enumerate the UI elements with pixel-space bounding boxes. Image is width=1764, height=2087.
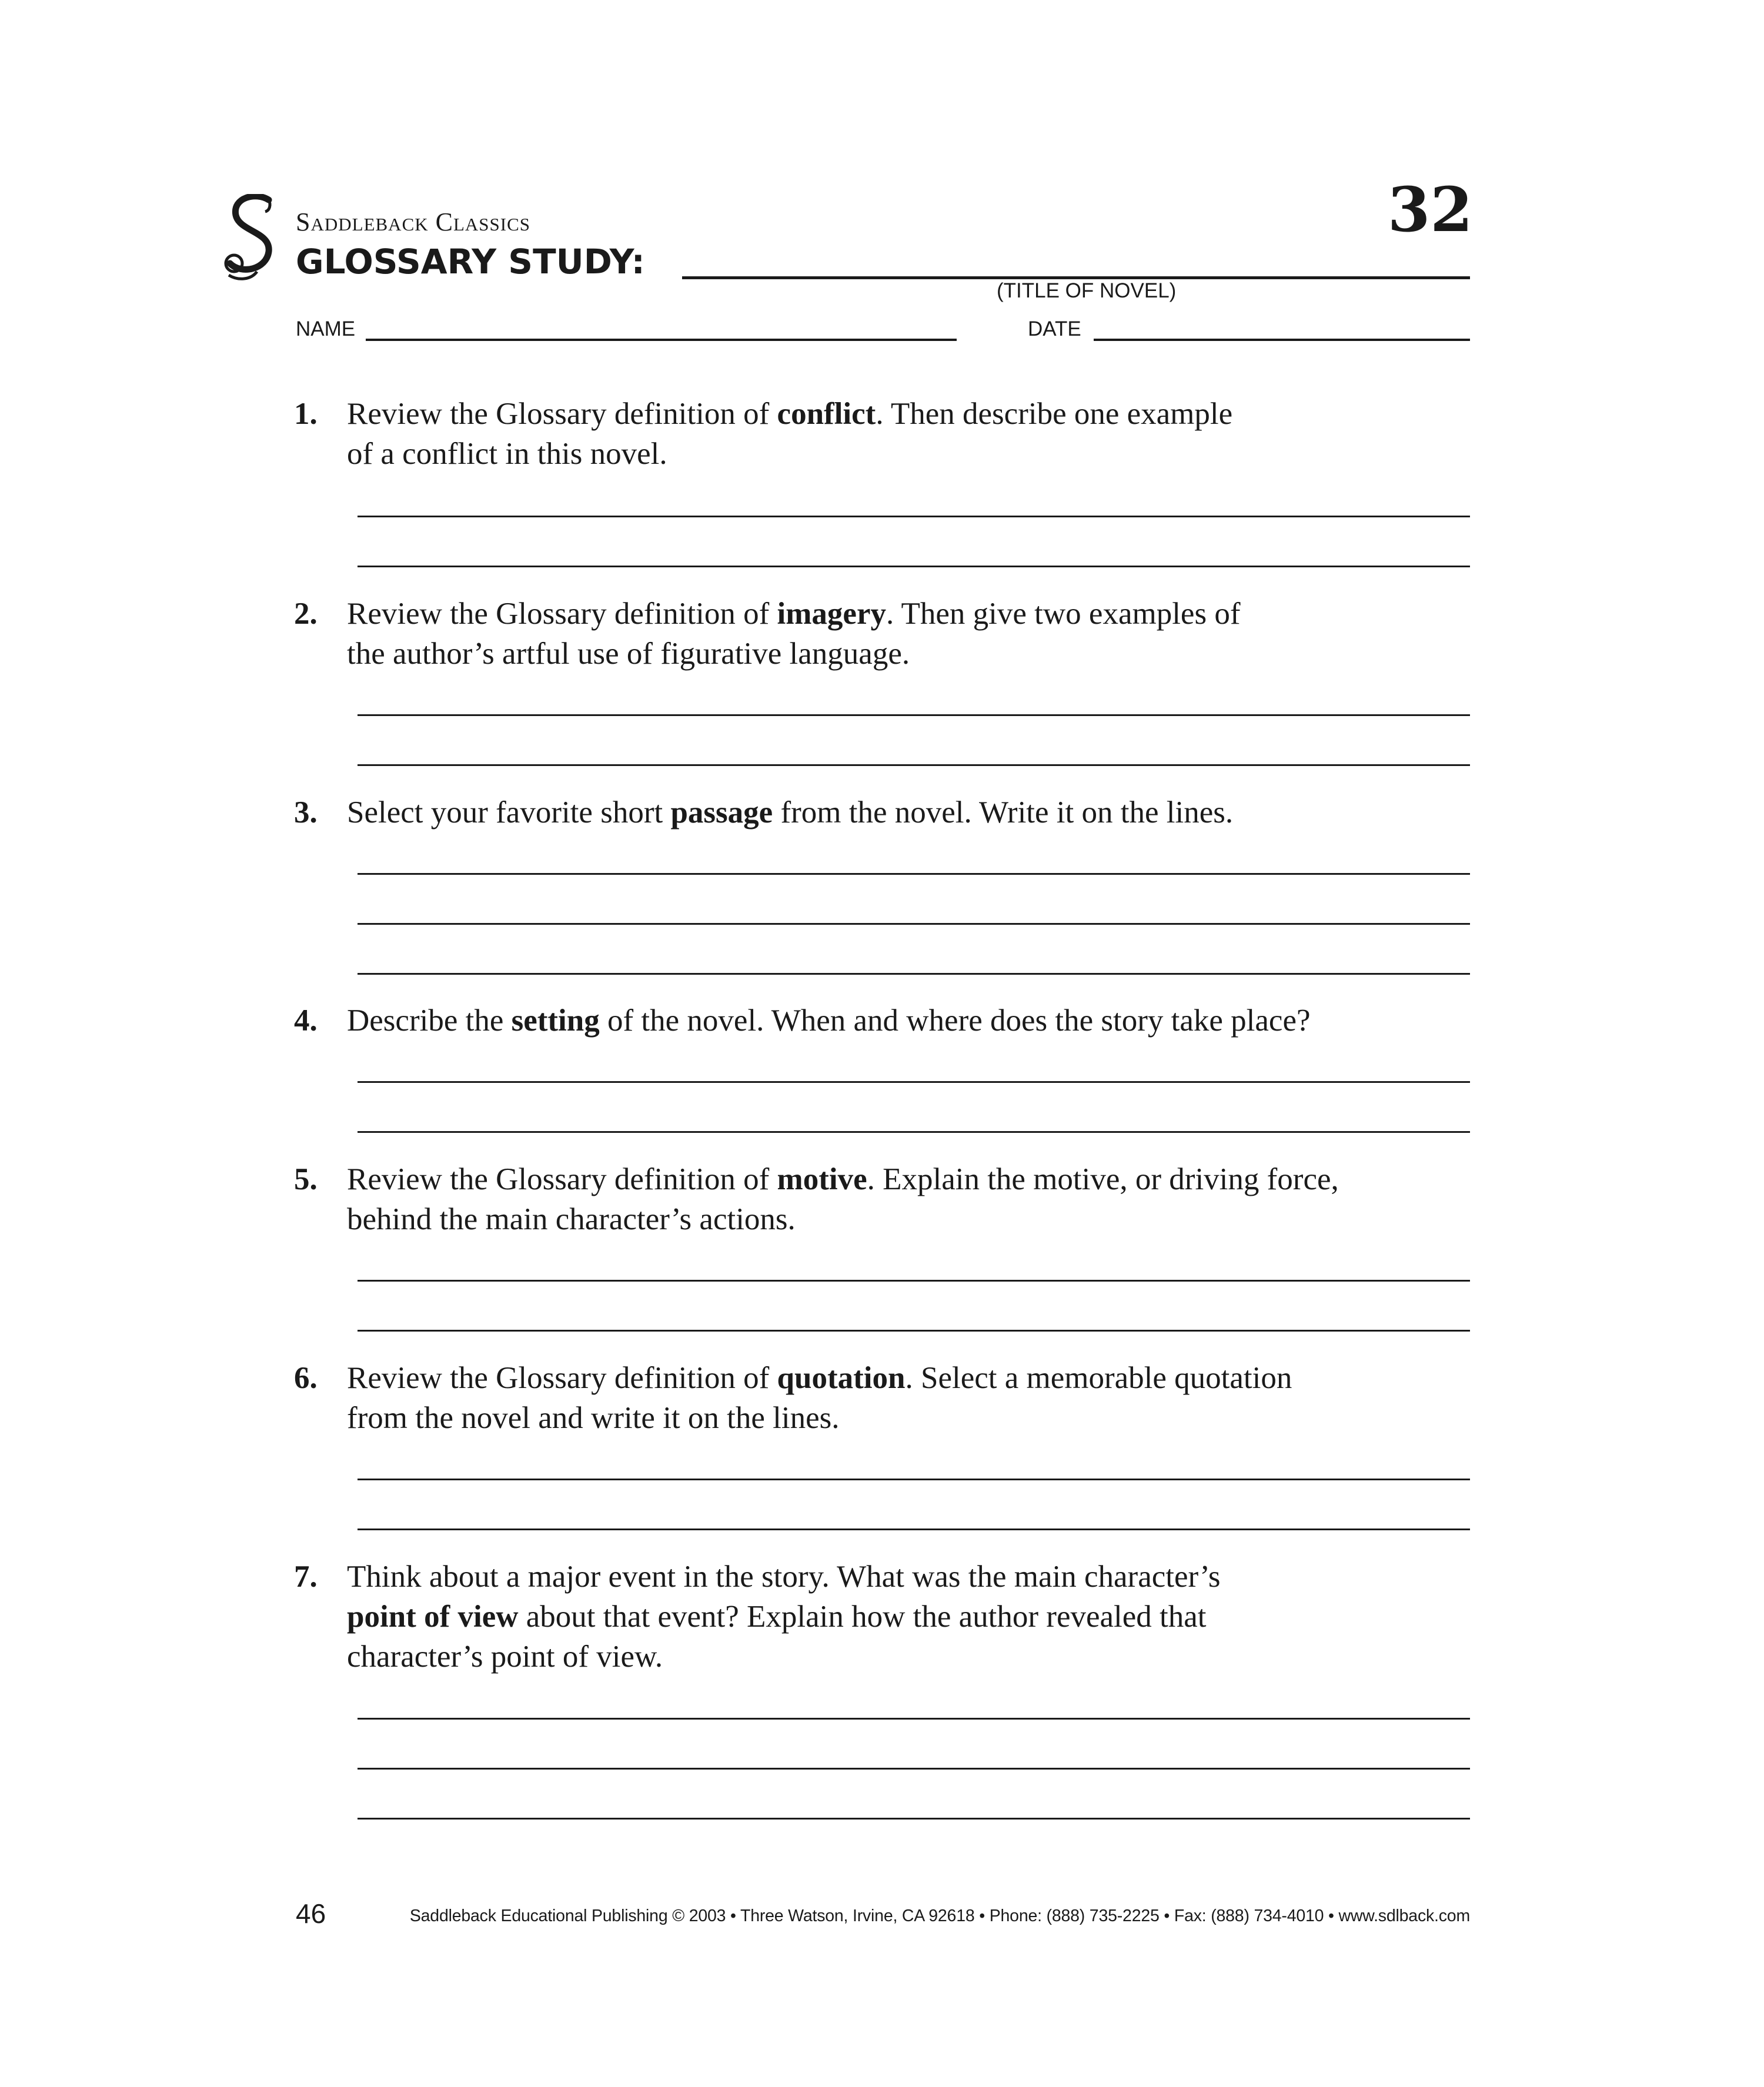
glossary-term: setting [511, 1004, 600, 1038]
name-label: NAME [296, 317, 356, 340]
answer-line[interactable] [358, 1131, 1470, 1133]
question-line: Review the Glossary definition of motive. Explain the motive, or driving force, [347, 1162, 1339, 1196]
glossary-term: passage [670, 795, 773, 830]
question-line: character’s point of view. [347, 1640, 663, 1674]
answer-line[interactable] [358, 516, 1470, 517]
glossary-term: quotation [777, 1361, 906, 1395]
question-number: 2. [294, 597, 318, 631]
answer-line[interactable] [358, 566, 1470, 567]
question-line: from the novel and write it on the lines. [347, 1401, 840, 1435]
question-text [347, 594, 1464, 674]
date-label: DATE [1028, 317, 1081, 340]
question-number: 3. [294, 795, 318, 830]
glossary-term: motive [777, 1162, 867, 1196]
question-text [347, 394, 1464, 474]
question-line: point of view about that event? Explain how the author revealed that [347, 1600, 1207, 1634]
glossary-term: point of view [347, 1600, 519, 1634]
answer-line[interactable] [358, 1280, 1470, 1282]
glossary-term: conflict [777, 397, 876, 431]
answer-line[interactable] [358, 1818, 1470, 1820]
answer-line[interactable] [358, 1330, 1470, 1332]
answer-line[interactable] [358, 973, 1470, 975]
name-field[interactable] [366, 339, 957, 341]
question-line: Describe the setting of the novel. When and where does the story take place? [347, 1004, 1311, 1038]
answer-line[interactable] [358, 923, 1470, 925]
question-number: 5. [294, 1162, 318, 1196]
glossary-term: imagery [777, 597, 886, 631]
question-line: of a conflict in this novel. [347, 437, 667, 471]
answer-line[interactable] [358, 714, 1470, 716]
question-line: Review the Glossary definition of quotation. Select a memorable quotation [347, 1361, 1292, 1395]
answer-line[interactable] [358, 873, 1470, 875]
publisher-footer: Saddleback Educational Publishing © 2003 • Three Watson, Irvine, CA 92618 • Phone: (888) 735-2225 • Fax: (888) 734-4010 • www.sdlback.com [409, 1907, 1470, 1925]
question-number: 1. [294, 397, 318, 431]
question-number: 6. [294, 1361, 318, 1395]
page-number: 46 [296, 1898, 326, 1929]
question-line: Review the Glossary definition of imagery. Then give two examples of [347, 597, 1241, 631]
saddleback-logo-icon [215, 194, 285, 282]
question-text [347, 1001, 1464, 1041]
question-text [347, 1358, 1464, 1438]
answer-line[interactable] [358, 1081, 1470, 1083]
question-line: the author’s artful use of figurative language. [347, 637, 910, 671]
answer-line[interactable] [358, 1718, 1470, 1720]
question-text [347, 1557, 1464, 1677]
question-text [347, 792, 1464, 832]
date-field[interactable] [1094, 339, 1470, 341]
question-number: 4. [294, 1004, 318, 1038]
brand-name: Saddleback Classics [296, 208, 531, 236]
novel-title-caption: (TITLE OF NOVEL) [997, 279, 1177, 302]
question-line: Review the Glossary definition of conflict. Then describe one example [347, 397, 1233, 431]
question-line: behind the main character’s actions. [347, 1202, 796, 1236]
question-text [347, 1159, 1464, 1239]
answer-line[interactable] [358, 1479, 1470, 1480]
worksheet-title: GLOSSARY STUDY: [296, 242, 645, 282]
answer-line[interactable] [358, 764, 1470, 766]
question-line: Think about a major event in the story. What was the main character’s [347, 1560, 1221, 1594]
question-line: Select your favorite short passage from the novel. Write it on the lines. [347, 795, 1234, 830]
question-number: 7. [294, 1560, 318, 1594]
answer-line[interactable] [358, 1768, 1470, 1770]
sheet-number: 32 [1388, 173, 1473, 246]
answer-line[interactable] [358, 1529, 1470, 1530]
